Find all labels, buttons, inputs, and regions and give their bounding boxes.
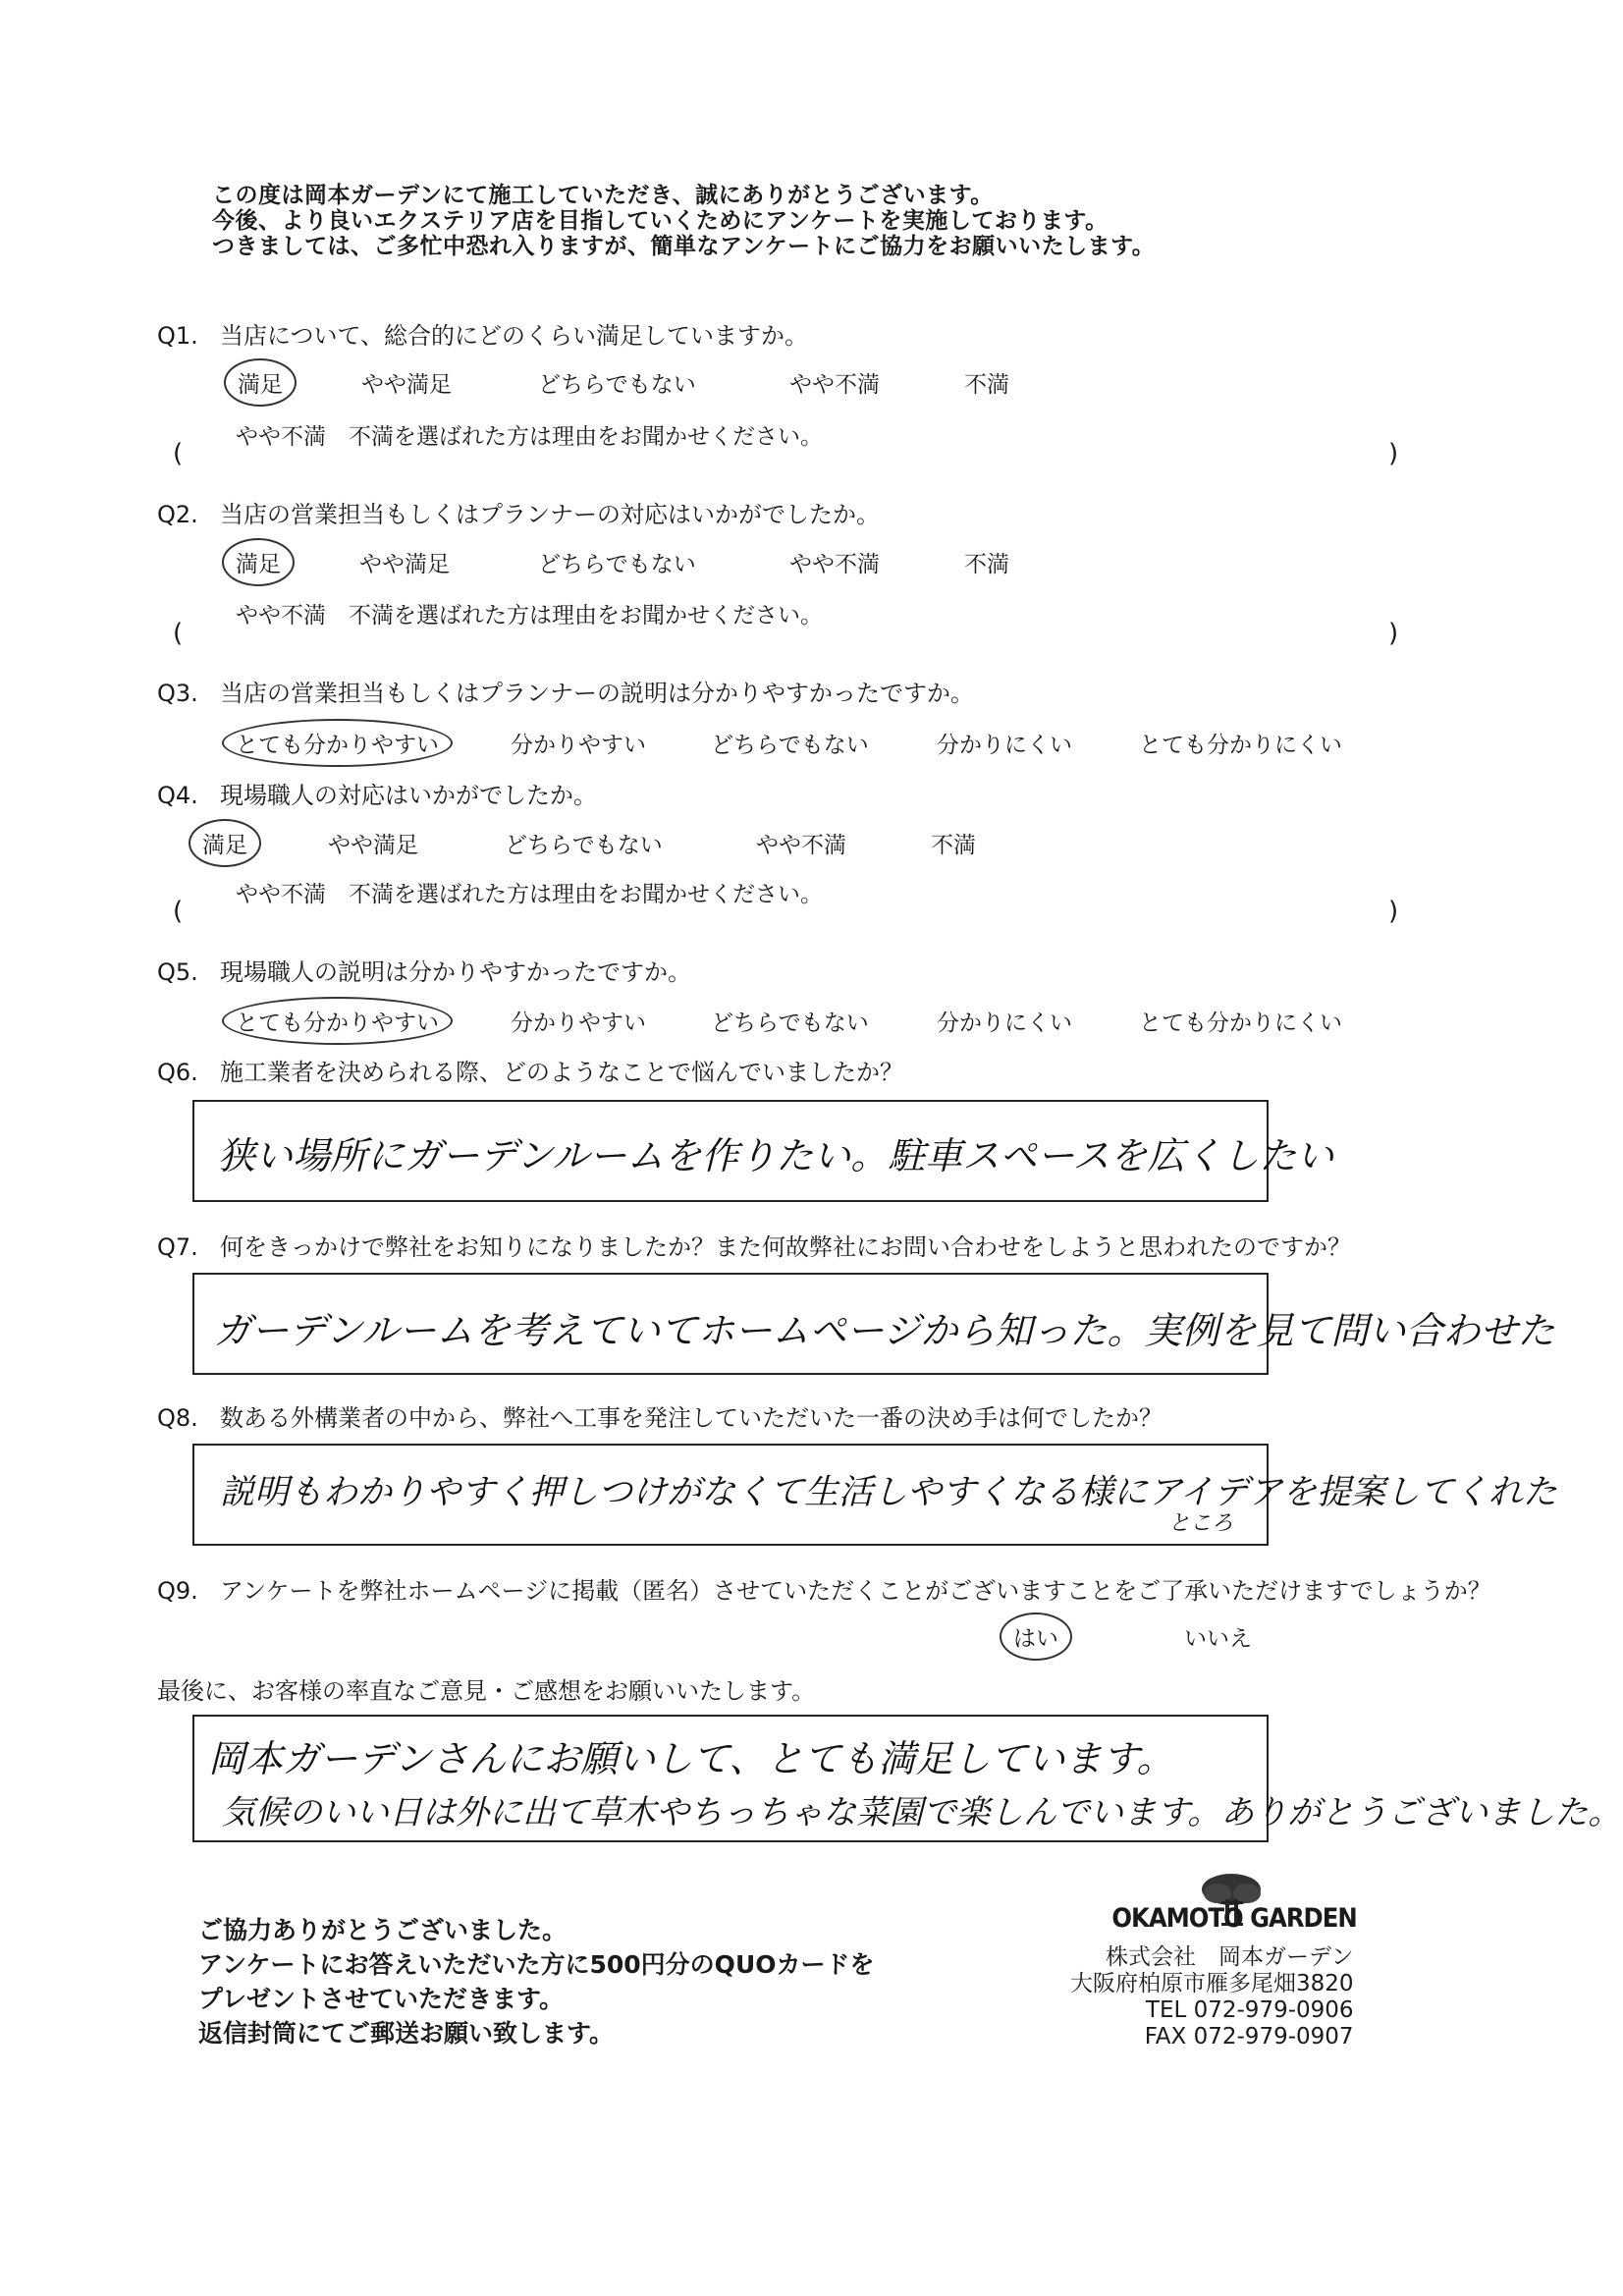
q2-reason-open-paren: ( xyxy=(173,619,184,648)
q8-answer-box[interactable] xyxy=(192,1444,1557,1546)
company-logo-text: OKAMOTO GARDEN xyxy=(1111,1903,1357,1934)
q1-reason-open-paren: ( xyxy=(173,439,184,468)
q5-option-neutral[interactable]: どちらでもない xyxy=(711,1011,869,1036)
q3-question xyxy=(157,674,974,708)
q2-option-satisfied[interactable]: 満足 xyxy=(236,546,281,578)
q2-option-somewhat-dissatisfied[interactable]: やや不満 xyxy=(789,552,880,577)
thanks-line: ご協力ありがとうございました。 xyxy=(198,1916,568,1944)
q7-handwritten-answer: ガーデンルームを考えていてホームページから知った。実例を見て問い合わせた xyxy=(214,1309,1555,1352)
q2-option-somewhat-satisfied[interactable]: やや満足 xyxy=(359,552,450,577)
q9-options xyxy=(0,1620,1623,1660)
q1-reason-close-paren: ) xyxy=(1388,439,1399,468)
q7-answer-box[interactable] xyxy=(192,1273,1555,1375)
q5-question xyxy=(157,953,691,987)
q4-option-somewhat-satisfied[interactable]: やや満足 xyxy=(328,833,418,858)
q9-text: アンケートを弊社ホームページに掲載（匿名）させていただくことがございますことをご了承いただけますでしょうか？ xyxy=(220,1577,1491,1605)
company-info xyxy=(1070,1944,1354,2050)
intro-line: 今後、より良いエクステリア店を目指していくためにアンケートを実施しております。 xyxy=(212,208,1109,234)
company-fax: FAX 072-979-0907 xyxy=(1144,2024,1354,2050)
q3-option-unclear[interactable]: 分かりにくい xyxy=(937,733,1072,758)
q2-reason-prompt: やや不満 不満を選ばれた方は理由をお聞かせください。 xyxy=(236,603,823,629)
q1-options xyxy=(0,366,1623,406)
q1-option-dissatisfied[interactable]: 不満 xyxy=(964,372,1009,398)
q1-number: Q1. xyxy=(157,322,198,350)
q5-option-unclear[interactable]: 分かりにくい xyxy=(937,1011,1072,1036)
final-comments-box[interactable] xyxy=(192,1715,1622,1842)
q5-number: Q5. xyxy=(157,958,198,986)
q4-option-satisfied[interactable]: 満足 xyxy=(202,827,247,859)
q4-reason-open-paren: ( xyxy=(173,897,184,926)
intro-line: つきましては、ご多忙中恐れ入りますが、簡単なアンケートにご協力をお願いいたします。 xyxy=(212,234,1156,259)
q4-text: 現場職人の対応はいかがでしたか。 xyxy=(220,782,597,809)
thanks-line: 返信封筒にてご郵送お願い致します。 xyxy=(198,2019,615,2048)
q4-option-neutral[interactable]: どちらでもない xyxy=(505,833,663,858)
q5-options xyxy=(0,1005,1623,1044)
q1-question xyxy=(157,316,808,351)
q6-number: Q6. xyxy=(157,1059,198,1086)
q3-option-clear[interactable]: 分かりやすい xyxy=(511,733,646,758)
q5-text: 現場職人の説明は分かりやすかったですか。 xyxy=(220,958,691,986)
q7-number: Q7. xyxy=(157,1233,198,1261)
q6-answer-box[interactable] xyxy=(192,1100,1334,1202)
q8-handwritten-answer-cont: ところ xyxy=(1168,1511,1234,1536)
q8-number: Q8. xyxy=(157,1404,198,1432)
q3-text: 当店の営業担当もしくはプランナーの説明は分かりやすかったですか。 xyxy=(220,680,974,707)
q2-number: Q2. xyxy=(157,501,198,528)
final-comments-label: 最後に、お客様の率直なご意見・ご感想をお願いいたします。 xyxy=(157,1677,816,1705)
q2-option-dissatisfied[interactable]: 不満 xyxy=(964,552,1009,577)
q2-reason-close-paren: ) xyxy=(1388,619,1399,648)
q4-number: Q4. xyxy=(157,782,198,809)
q9-question xyxy=(157,1571,1491,1606)
q4-option-dissatisfied[interactable]: 不満 xyxy=(931,833,976,858)
q7-text: 何をきっかけで弊社をお知りになりましたか？また何故弊社にお問い合わせをしようと思われたのですか？ xyxy=(220,1233,1351,1261)
q4-reason-close-paren: ) xyxy=(1388,897,1399,926)
q9-option-no[interactable]: いいえ xyxy=(1184,1626,1252,1652)
q5-option-very-clear[interactable]: とても分かりやすい xyxy=(236,1005,439,1037)
final-handwritten-line-2: 気候のいい日は外に出て草木やちっちゃな菜園で楽しんでいます。ありがとうございました。 xyxy=(222,1793,1622,1832)
q8-text: 数ある外構業者の中から、弊社へ工事を発注していただいた一番の決め手は何でしたか？ xyxy=(220,1404,1163,1432)
q6-handwritten-answer: 狭い場所にガーデンルームを作りたい。駐車スペースを広くしたい xyxy=(218,1134,1334,1177)
intro-line: この度は岡本ガーデンにて施工していただき、誠にありがとうございます。 xyxy=(212,183,994,208)
company-tel: TEL 072-979-0906 xyxy=(1145,1997,1354,2023)
q3-options xyxy=(0,727,1623,766)
q3-number: Q3. xyxy=(157,680,198,707)
q4-option-somewhat-dissatisfied[interactable]: やや不満 xyxy=(756,833,846,858)
q2-options xyxy=(0,546,1623,585)
q6-text: 施工業者を決められる際、どのようなことで悩んでいましたか？ xyxy=(220,1059,903,1086)
q3-option-neutral[interactable]: どちらでもない xyxy=(711,733,869,758)
q4-reason-prompt: やや不満 不満を選ばれた方は理由をお聞かせください。 xyxy=(236,882,823,907)
q2-text: 当店の営業担当もしくはプランナーの対応はいかがでしたか。 xyxy=(220,501,880,528)
q7-question xyxy=(157,1228,1351,1262)
q8-handwritten-answer: 説明もわかりやすく押しつけがなくて生活しやすくなる様にアイデアを提案してくれた xyxy=(220,1473,1557,1512)
q5-option-clear[interactable]: 分かりやすい xyxy=(511,1011,646,1036)
q9-number: Q9. xyxy=(157,1577,198,1605)
q5-option-very-unclear[interactable]: とても分かりにくい xyxy=(1139,1011,1342,1036)
company-name: 株式会社 岡本ガーデン xyxy=(1106,1944,1354,1970)
q1-text: 当店について、総合的にどのくらい満足していますか。 xyxy=(220,322,809,350)
thanks-message xyxy=(198,1913,875,2050)
q1-option-somewhat-satisfied[interactable]: やや満足 xyxy=(361,372,452,398)
q1-option-somewhat-dissatisfied[interactable]: やや不満 xyxy=(789,372,880,398)
q6-question xyxy=(157,1053,903,1087)
company-address: 大阪府柏原市雁多尾畑3820 xyxy=(1070,1971,1354,1996)
q8-question xyxy=(157,1398,1163,1433)
thanks-line: アンケートにお答えいただいた方に500円分のQUOカードを xyxy=(198,1950,875,1979)
q2-question xyxy=(157,495,880,529)
q9-option-yes[interactable]: はい xyxy=(1013,1620,1058,1653)
final-handwritten-line-1: 岡本ガーデンさんにお願いして、とても満足しています。 xyxy=(208,1737,1174,1780)
q1-reason-prompt: やや不満 不満を選ばれた方は理由をお聞かせください。 xyxy=(236,424,823,450)
q1-option-satisfied[interactable]: 満足 xyxy=(238,366,283,399)
q4-options xyxy=(0,827,1623,866)
q3-option-very-clear[interactable]: とても分かりやすい xyxy=(236,727,439,759)
q1-option-neutral[interactable]: どちらでもない xyxy=(538,372,696,398)
q2-option-neutral[interactable]: どちらでもない xyxy=(538,552,696,577)
q3-option-very-unclear[interactable]: とても分かりにくい xyxy=(1139,733,1342,758)
q4-question xyxy=(157,776,597,810)
intro-text xyxy=(212,183,1155,259)
thanks-line: プレゼントさせていただきます。 xyxy=(198,1985,565,2013)
